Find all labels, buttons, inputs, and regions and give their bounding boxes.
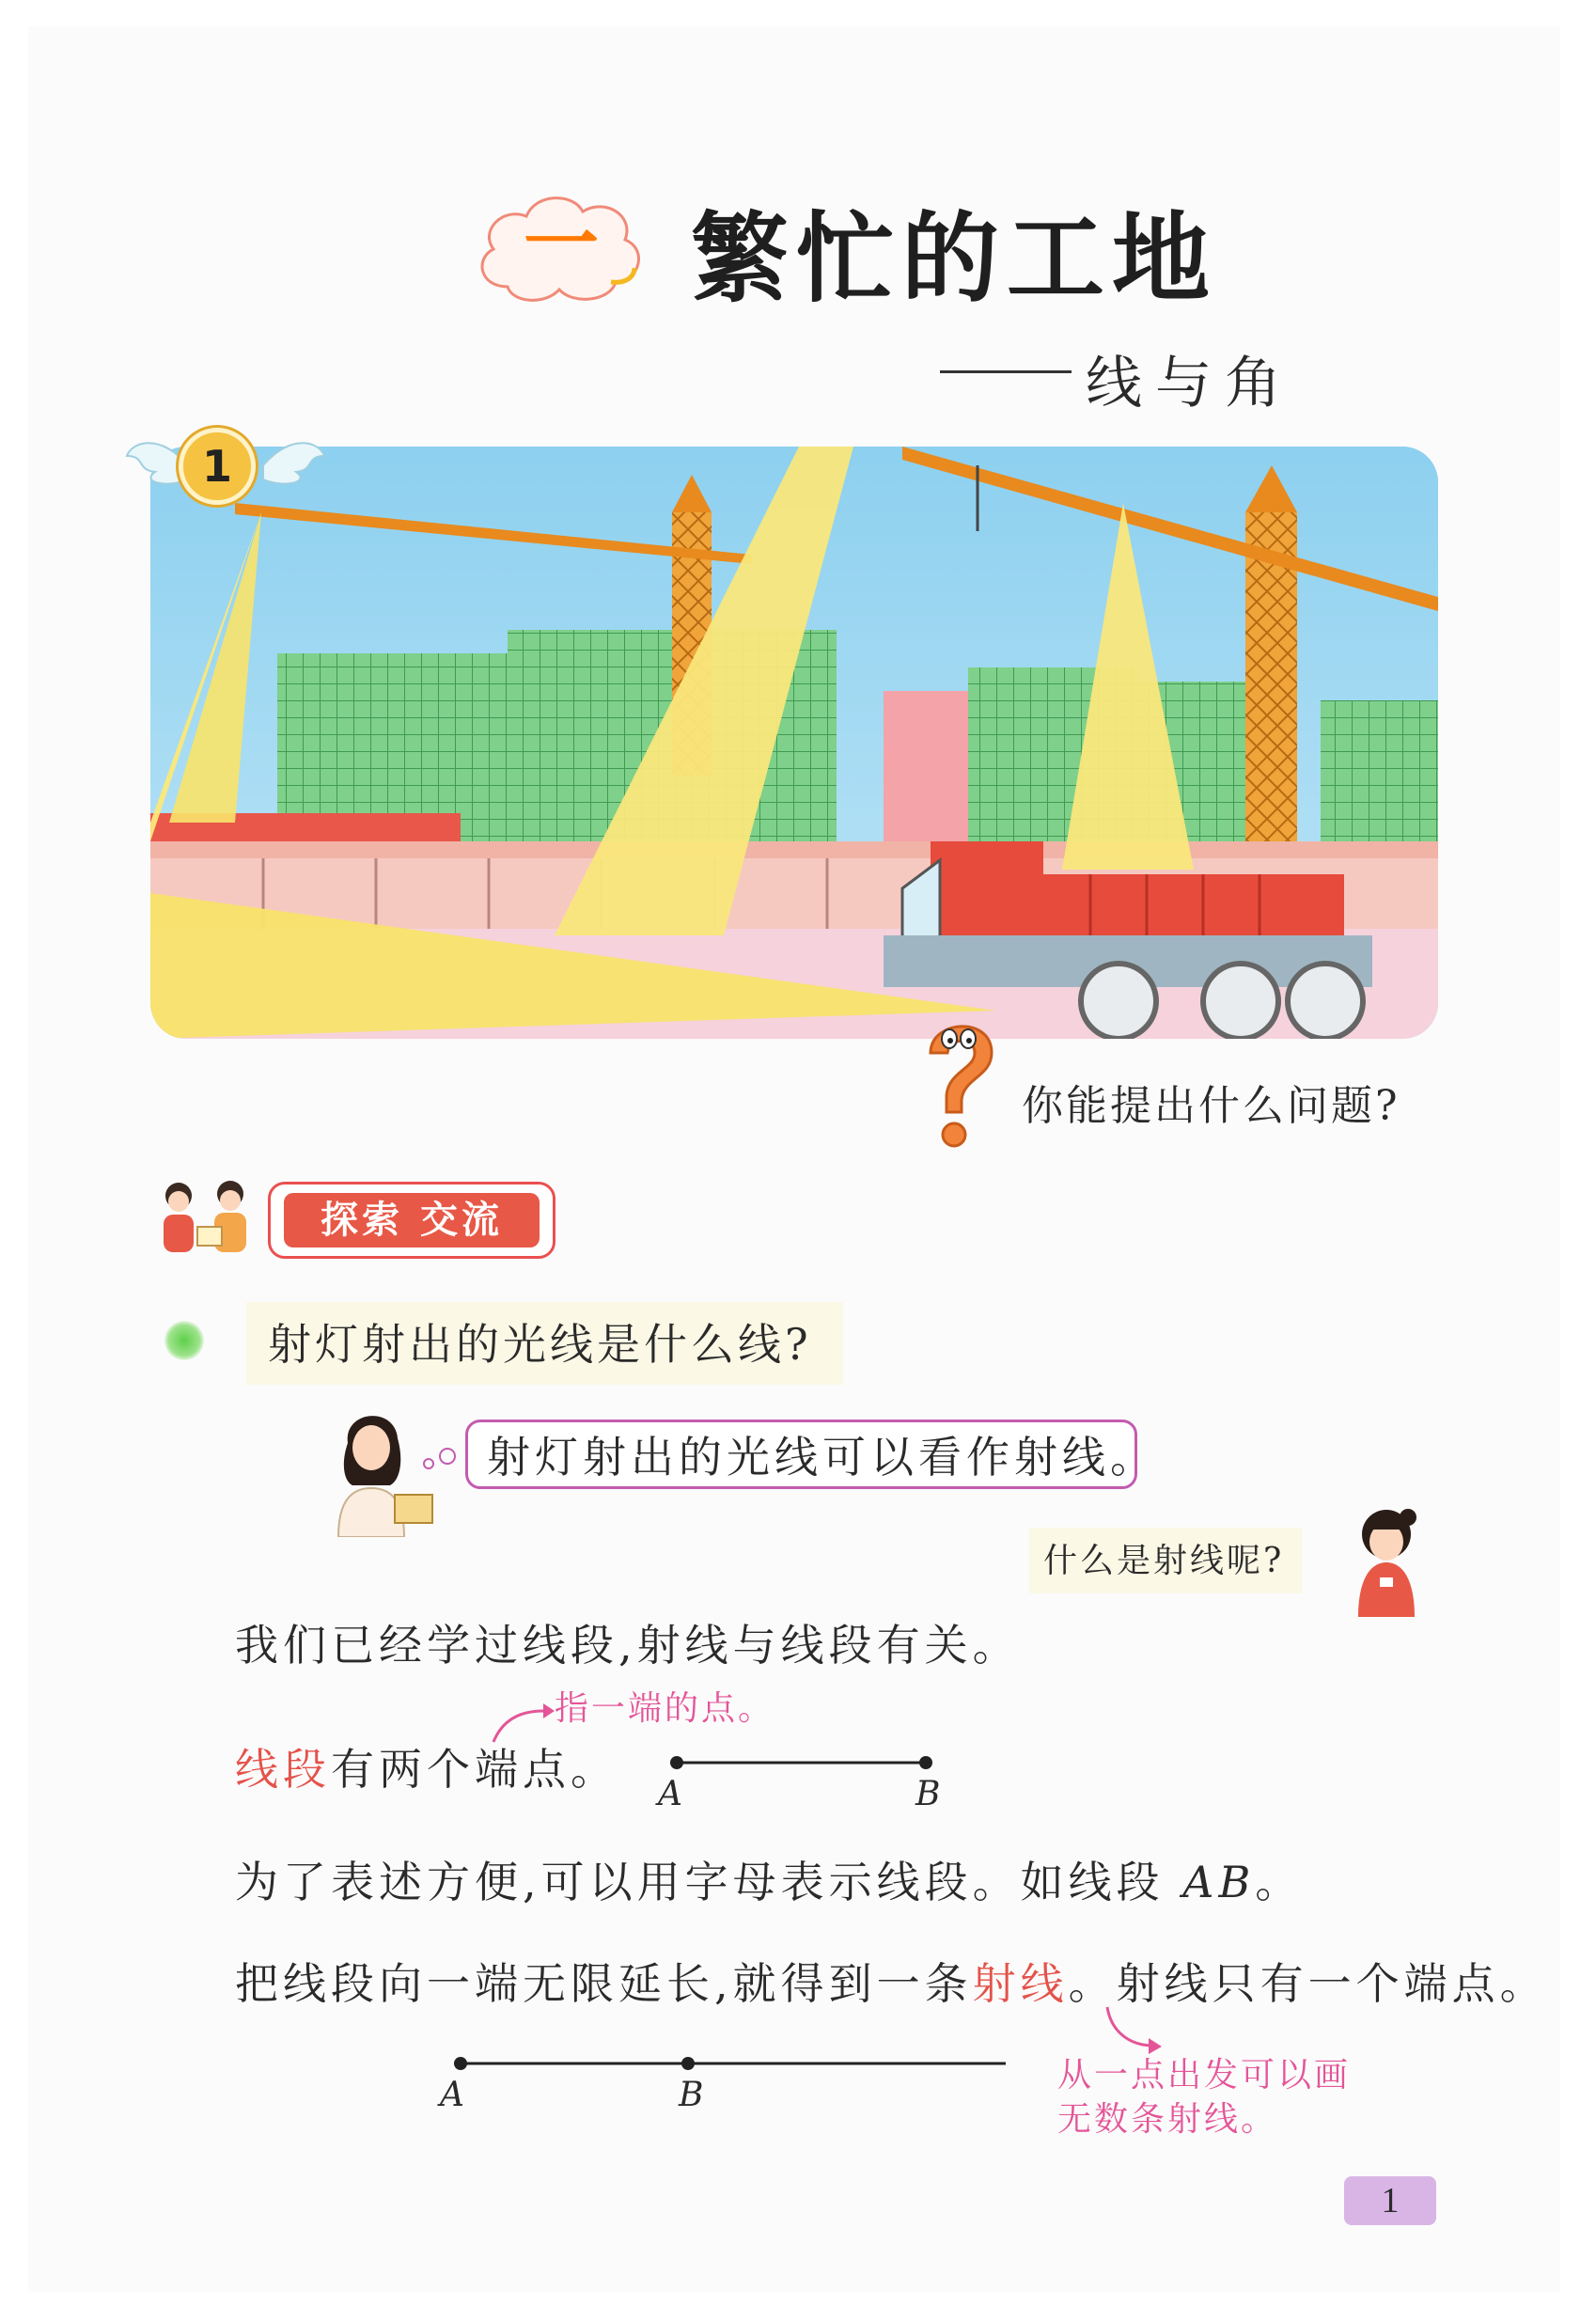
section-label: 探索 交流 [284,1193,540,1247]
question-mascot-icon [916,1011,1001,1152]
textbook-page [28,26,1560,2292]
girl-speech: 什么是射线呢? [1043,1542,1285,1580]
ray-label-b: B [679,2076,704,2114]
subtitle-dash [940,370,1072,373]
teacher-icon [315,1405,446,1537]
paragraph-4 [235,1953,1548,2014]
segment-point-b [919,1756,932,1769]
paragraph-4-b: 。射线只有一个端点。 [1068,1958,1548,2009]
kids-icon [150,1175,263,1260]
endpoint-note: 指一端的点。 [555,1689,775,1728]
question-1: 射灯射出的光线是什么线? [268,1319,812,1370]
page-number: 1 [1344,2176,1436,2225]
paragraph-3-text: 为了表述方便,可以用字母表示线段。如线段 [235,1857,1183,1907]
paragraph-3-ab: AB [1182,1857,1256,1907]
construction-illustration [150,447,1438,1039]
thought-dots [421,1443,468,1471]
ray-point-a [454,2057,467,2070]
segment-diagram [658,1744,940,1819]
paragraph-2 [235,1739,618,1799]
segment-point-a [670,1756,683,1769]
page-title: 繁忙的工地 [691,201,1218,316]
girl-icon [1344,1504,1429,1617]
bullet-icon [164,1321,204,1360]
paragraph-2-rest: 有两个端点。 [331,1744,618,1795]
paragraph-1: 我们已经学过线段,射线与线段有关。 [235,1620,1021,1671]
segment-label-a: A [658,1775,682,1813]
construction-scene-drawing [150,447,1438,1039]
page-subtitle: 线与角 [1086,351,1294,416]
paragraph-3 [235,1852,1303,1912]
example-number-badge: 1 [179,428,256,505]
segment-label-b: B [915,1775,941,1813]
paragraph-3-end: 。 [1255,1857,1304,1907]
ray-note-line-2: 无数条射线。 [1057,2100,1278,2139]
ray-diagram [442,2045,1025,2101]
paragraph-4-a: 把线段向一端无限延长,就得到一条 [235,1958,973,2009]
chapter-number: 一 [524,200,599,288]
segment-term: 线段 [235,1744,331,1795]
ray-label-a: A [440,2076,464,2114]
ray-point-b [681,2057,695,2070]
ray-term: 射线 [972,1958,1069,2009]
arrow-icon [1100,2002,1166,2059]
ray-note-line-1: 从一点出发可以画 [1057,2056,1352,2095]
question-prompt: 你能提出什么问题? [1022,1082,1400,1130]
teacher-speech: 射灯射出的光线可以看作射线。 [465,1420,1137,1489]
section-tag [268,1182,555,1259]
